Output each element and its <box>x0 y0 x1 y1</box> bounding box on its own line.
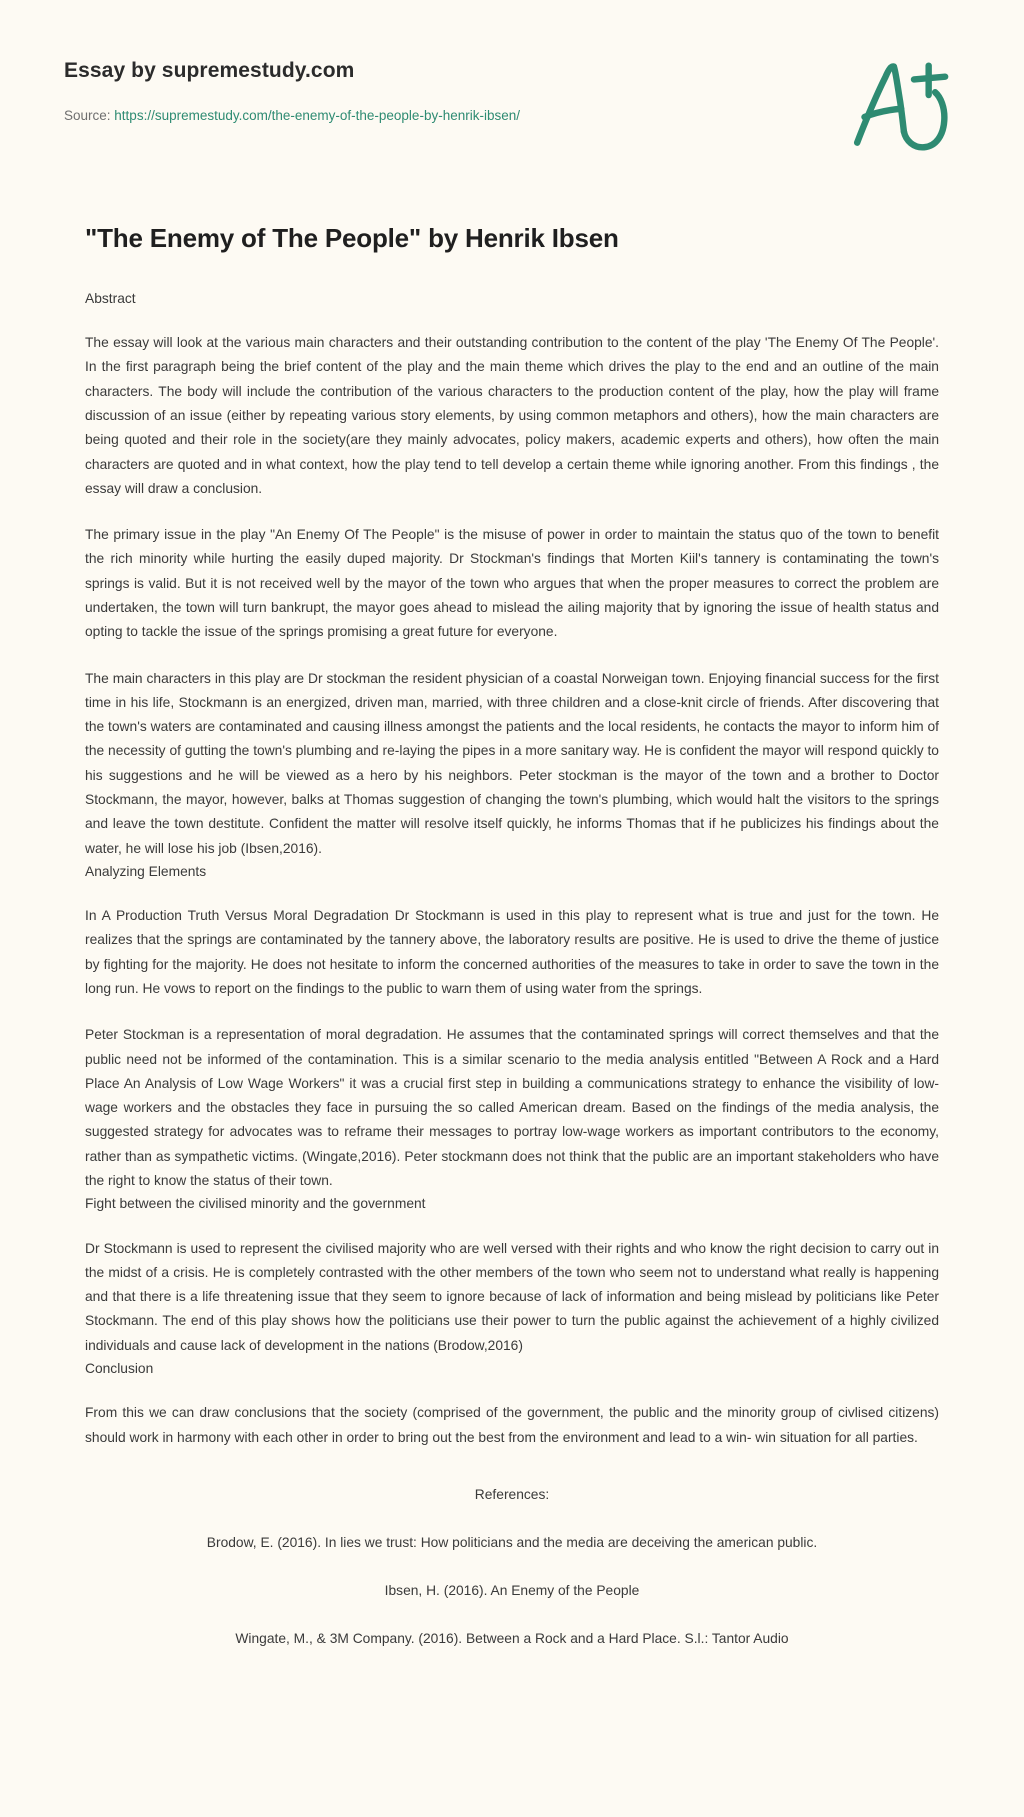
references-section <box>85 1484 939 1650</box>
reference-item: Ibsen, H. (2016). An Enemy of the People <box>384 1583 640 1599</box>
analyzing-elements-section <box>85 861 939 1193</box>
heading-analyzing-elements: Analyzing Elements <box>85 863 207 879</box>
brand-title: Essay by supremestudy.com <box>64 59 355 82</box>
reference-item: Wingate, M., & 3M Company. (2016). Between a Rock and a Hard Place. S.l.: Tantor Audio <box>235 1631 789 1647</box>
site-header <box>0 0 1024 130</box>
paragraph-analyzing-2: Peter Stockman is a representation of moral degradation. He assumes that the contaminated springs will correct themselves and that the public need not be informed of the contamination. This is a similar scenario to the media analysis entitled "Between A Rock and a Hard Place An Analysis of Low Wage Workers" it was a crucial first step in building a communications strategy to enhance the visibility of low-wage workers and the obstacles they face in pursuing the so called American dream. Based on the findings of the media analysis, the suggested strategy for advocates was to reframe their messages to portray low-wage workers as important contributors to the economy, rather than as sympathetic victims. (Wingate,2016). Peter stockmann does not think that the public are an important stakeholders who have the right to know the status of their town. <box>85 1027 939 1188</box>
article-body <box>0 222 1024 1650</box>
heading-fight-civilised-minority: Fight between the civilised minority and the government <box>85 1196 426 1212</box>
paragraph-fight-1: Dr Stockmann is used to represent the civilised majority who are well versed with their rights and who know the right decision to carry out in the midst of a crisis. He is completely contrasted with the other members of the town who seem not to understand what really is happening and that there is a life threatening issue that they seem to ignore because of lack of information and being mislead by politicians like Peter Stockmann. The end of this play shows how the politicians use their power to turn the public against the achievement of a highly civilized individuals and cause lack of development in the nations (Brodow,2016) <box>85 1240 939 1353</box>
source-line <box>64 107 960 125</box>
heading-conclusion: Conclusion <box>85 1361 154 1377</box>
paragraph-abstract-1: The essay will look at the various main characters and their outstanding contribution to the content of the play 'The Enemy Of The People'. In the first paragraph being the brief content of the play and the main theme which drives the play to the end and an outline of the main characters. The body will include the contribution of the various characters to the production content of the play, how the play will frame discussion of an issue (either by repeating various story elements, by using common metaphors and others), how the main characters are being quoted and their role in the society(are they mainly advocates, policy makers, academic experts and others), how often the main characters are quoted and in what context, how the play tend to tell develop a certain theme while ignoring another. From this findings , the essay will draw a conclusion. <box>85 335 939 496</box>
paragraph-abstract-3: The main characters in this play are Dr stockman the resident physician of a coastal Norweigan town. Enjoying financial success for the first time in his life, Stockmann is an energized, driven man, married, with three children and a close-knit circle of friends. After discovering that the town's waters are contaminated and causing illness amongst the patients and the local residents, he contacts the mayor to inform him of the necessity of gutting the town's plumbing and re-laying the pipes in a more sanitary way. He is confident the mayor will respond quickly to his suggestions and he will be viewed as a hero by his neighbors. Peter stockman is the mayor of the town and a brother to Doctor Stockmann, the mayor, however, balks at Thomas suggestion of changing the town's plumbing, which would halt the visitors to the springs and leave the town destitute. Confident the matter will resolve itself quickly, he informs Thomas that if he publicizes his findings about the water, he will lose his job (Ibsen,2016). <box>85 670 939 856</box>
paragraph-conclusion-1: From this we can draw conclusions that the society (comprised of the government, the public and the minority group of civlised citizens) should work in harmony with each other in order to bring out the best from the environment and lead to a win- win situation for all parties. <box>85 1405 939 1445</box>
abstract-section <box>85 288 939 861</box>
heading-references: References: <box>474 1486 550 1502</box>
source-url-link[interactable]: https://supremestudy.com/the-enemy-of-the-people-by-henrik-ibsen/ <box>114 108 520 124</box>
paragraph-analyzing-1: In A Production Truth Versus Moral Degradation Dr Stockmann is used in this play to represent what is true and just for the town. He realizes that the springs are contaminated by the tannery above, the laboratory results are positive. He is used to drive the theme of justice by fighting for the majority. He does not hesitate to inform the concerned authorities of the measures to take in order to save the town in the long run. He vows to report on the findings to the public to warn them of using water from the springs. <box>85 908 939 997</box>
heading-abstract: Abstract <box>85 290 136 306</box>
a-plus-logo-icon <box>848 54 958 158</box>
reference-item: Brodow, E. (2016). In lies we trust: How politicians and the media are deceiving the american public. <box>206 1535 818 1551</box>
source-label: Source: <box>64 108 111 124</box>
paragraph-abstract-2: The primary issue in the play "An Enemy Of The People" is the misuse of power in order to maintain the status quo of the town to benefit the rich minority while hurting the easily duped majority. Dr Stockman's findings that Morten Kiil's tannery is contaminating the town's springs is valid. But it is not received well by the mayor of the town who argues that when the proper measures to correct the problem are undertaken, the town will turn bankrupt, the mayor goes ahead to mislead the ailing majority that by ignoring the issue of health status and opting to tackle the issue of the springs promising a great future for everyone. <box>85 527 939 640</box>
fight-section <box>85 1193 939 1358</box>
page-title: "The Enemy of The People" by Henrik Ibsen <box>85 223 619 253</box>
conclusion-section <box>85 1358 939 1450</box>
